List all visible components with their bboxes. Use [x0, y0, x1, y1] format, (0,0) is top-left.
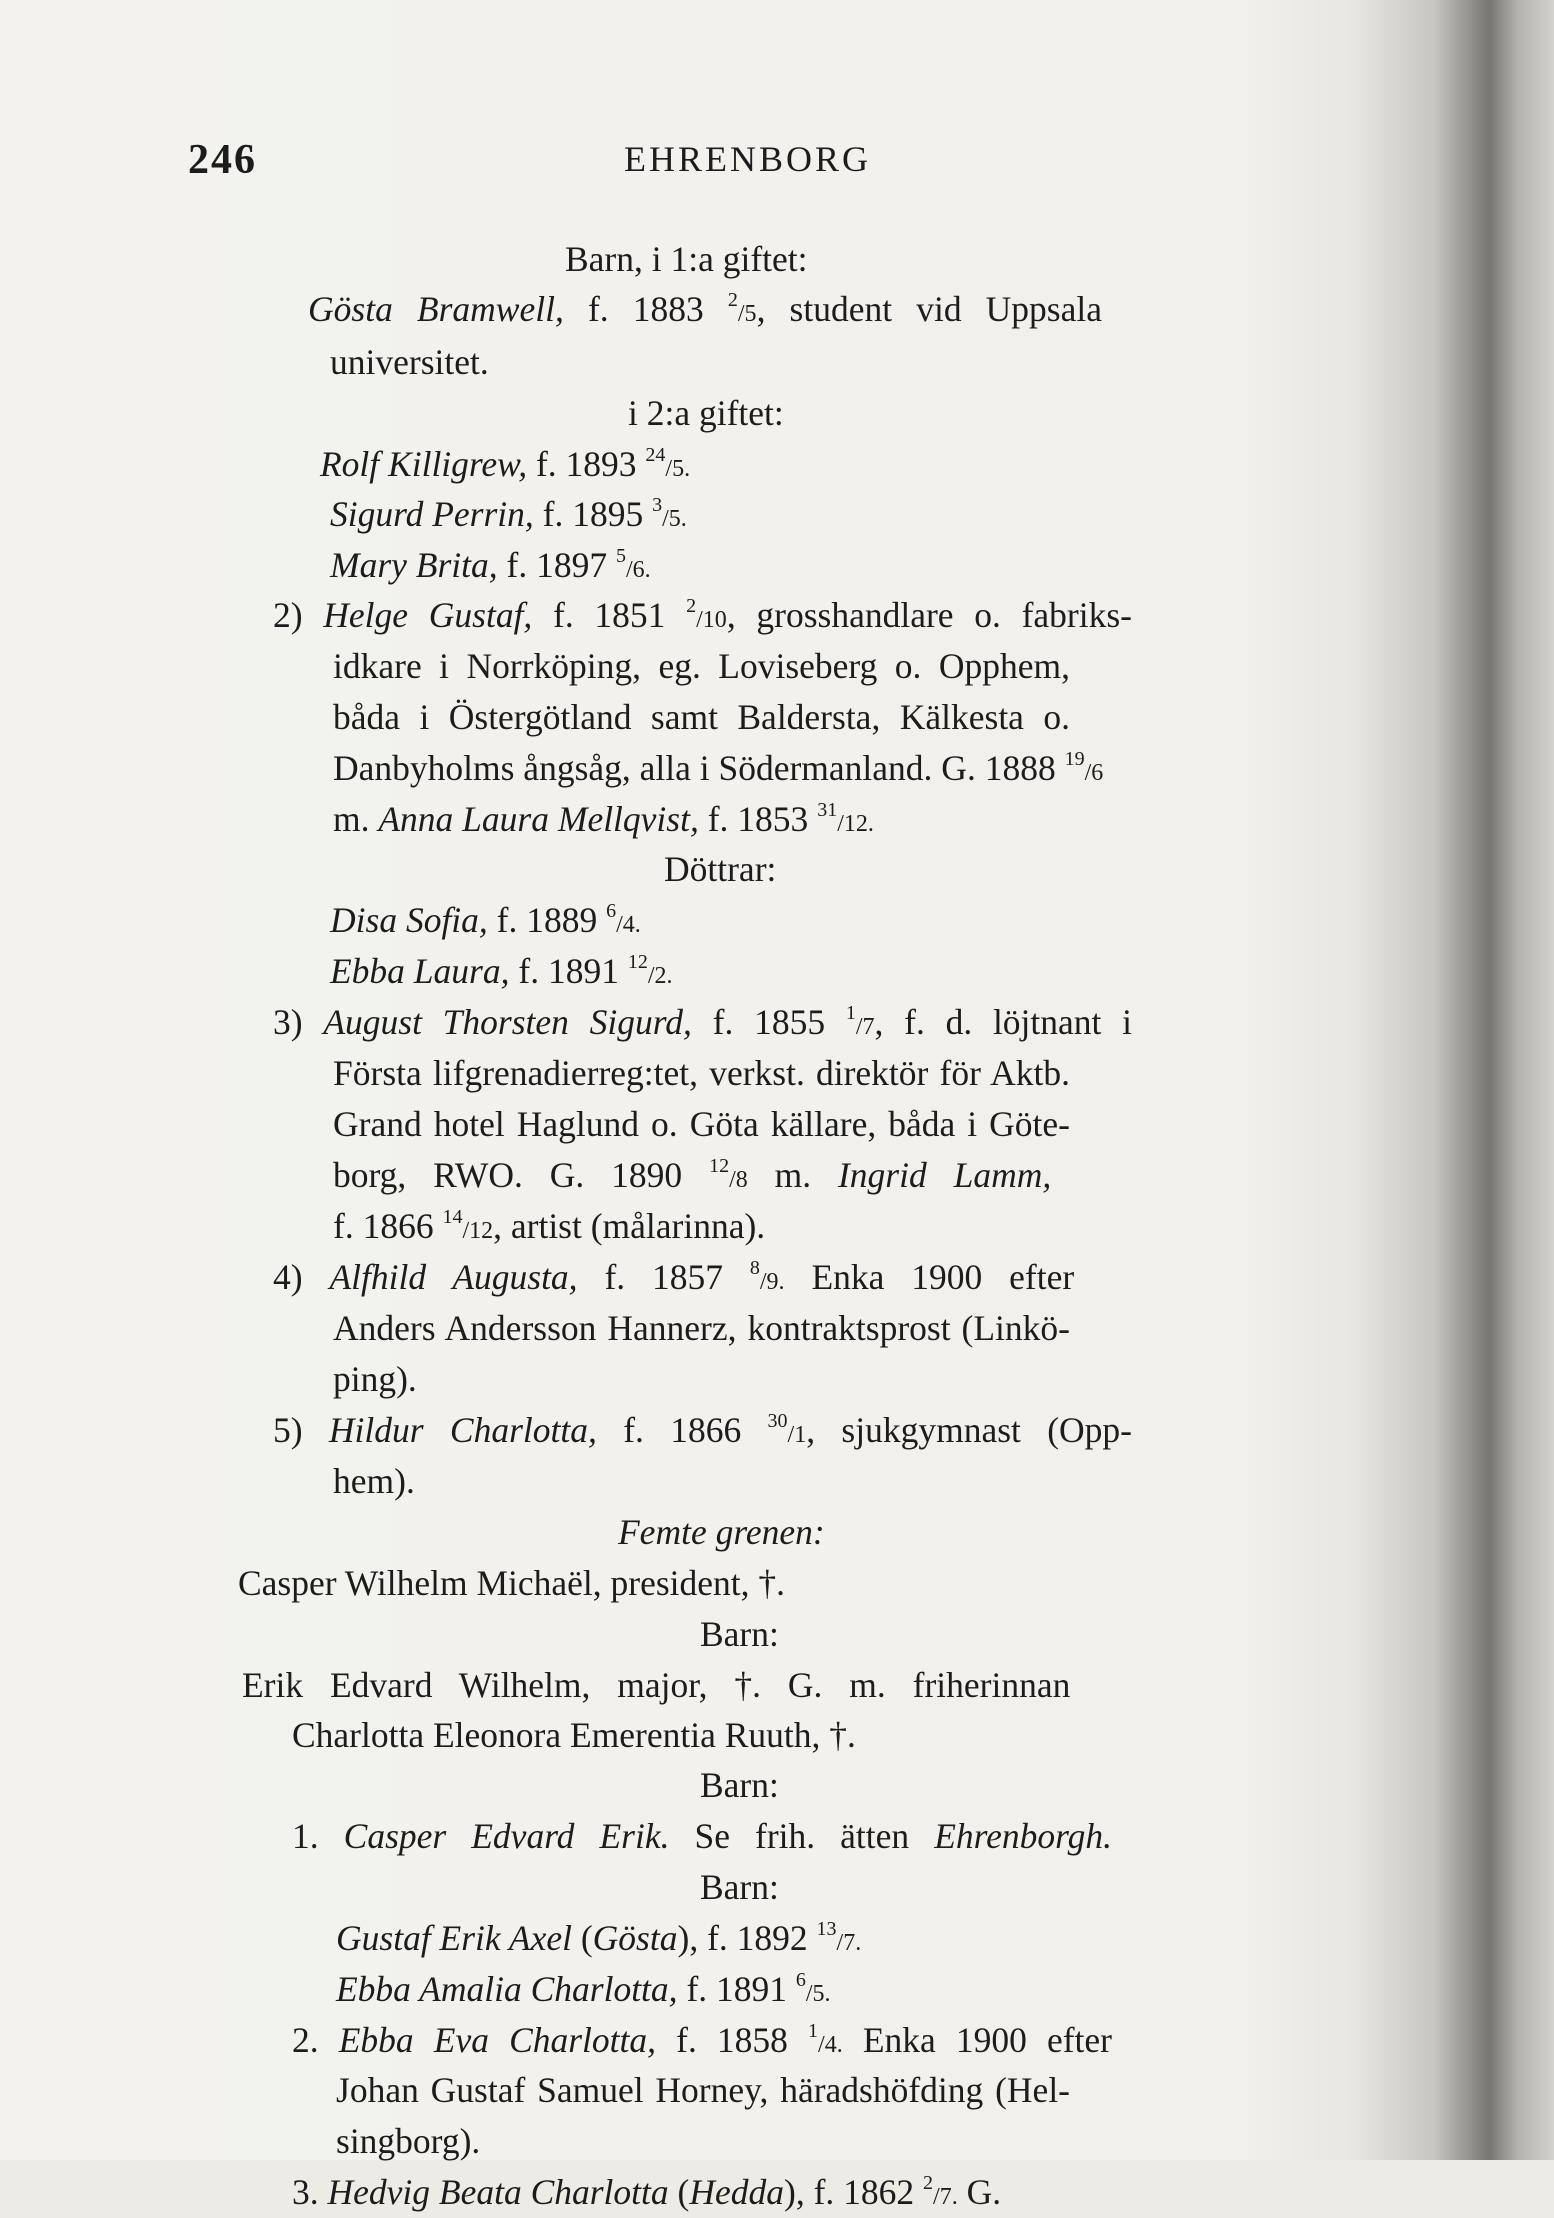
- text-run: /12: [462, 1218, 494, 1244]
- date-superscript: 24: [645, 444, 666, 466]
- text-run: Barn, i 1:a giftet:: [565, 239, 808, 279]
- text-line: [320, 443, 690, 490]
- page-number: 246: [188, 137, 257, 183]
- text-line: [242, 1664, 1070, 1706]
- italic-name: Gösta: [592, 1918, 678, 1958]
- book-spine-shadow: [1354, 0, 1554, 2160]
- text-run: 2.: [292, 2020, 339, 2060]
- text-run: Casper Wilhelm Michaël, president, †.: [238, 1563, 786, 1603]
- text-run: f. 1851: [532, 595, 687, 635]
- italic-name: Mary Brita,: [330, 545, 498, 585]
- text-run: universitet.: [330, 342, 489, 382]
- italic-name: Hedda: [689, 2172, 785, 2212]
- text-run: 2): [273, 595, 324, 635]
- text-run: f. 1855: [691, 1002, 846, 1042]
- text-line: [336, 1968, 831, 2015]
- date-superscript: 30: [767, 1410, 788, 1432]
- text-run: f. 1891: [509, 951, 628, 991]
- text-run: Enka 1900 efter: [842, 2020, 1112, 2060]
- text-run: hem).: [333, 1461, 415, 1501]
- text-run: 5): [273, 1410, 329, 1450]
- text-line: [292, 1714, 856, 1756]
- text-run: /12.: [837, 811, 874, 837]
- date-superscript: 6: [606, 900, 617, 922]
- italic-name: Gustaf Erik Axel: [336, 1918, 572, 1958]
- text-line: [330, 899, 641, 946]
- italic-name: Hildur Charlotta,: [328, 1410, 597, 1450]
- text-line: [308, 288, 1102, 335]
- text-run: f. 1866: [333, 1206, 443, 1246]
- date-superscript: 5: [615, 545, 626, 567]
- text-line: [628, 392, 784, 434]
- text-run: /5: [737, 301, 757, 327]
- text-line: [292, 2171, 1001, 2218]
- text-run: 3.: [292, 2172, 328, 2212]
- text-line: [273, 594, 1132, 641]
- text-line: [333, 747, 1103, 794]
- date-superscript: 1: [845, 1002, 856, 1024]
- text-line: [273, 1409, 1132, 1456]
- text-run: 3): [273, 1002, 324, 1042]
- text-run: Första lifgrenadierreg:tet, verkst. direktör för Aktb.: [333, 1053, 1070, 1093]
- text-run: Charlotta Eleonora Emerentia Ruuth, †.: [292, 1715, 856, 1755]
- italic-name: Hedvig Beata Charlotta: [327, 2172, 669, 2212]
- text-run: Barn:: [700, 1867, 779, 1907]
- text-run: /10: [696, 607, 727, 633]
- italic-name: Alfhild Augusta,: [329, 1257, 578, 1297]
- italic-name: Ebba Laura,: [330, 951, 510, 991]
- italic-name: Anna Laura Mellqvist,: [378, 799, 699, 839]
- italic-name: Casper Edvard Erik.: [343, 1816, 670, 1856]
- text-line: [273, 1001, 1132, 1048]
- text-run: /7.: [933, 2184, 958, 2210]
- date-superscript: 12: [627, 951, 648, 973]
- text-line: [333, 696, 1070, 738]
- text-line: [273, 1256, 1074, 1303]
- text-line: [700, 1613, 779, 1655]
- date-superscript: 8: [749, 1257, 760, 1279]
- date-superscript: 6: [795, 1969, 806, 1991]
- text-run: ), f. 1862: [784, 2172, 924, 2212]
- text-run: f. 1883: [563, 289, 728, 329]
- date-superscript: 3: [652, 494, 663, 516]
- italic-name: August Thorsten Sigurd,: [323, 1002, 692, 1042]
- text-run: f. 1895: [533, 494, 653, 534]
- text-run: , f. d. löjtnant i: [874, 1002, 1133, 1042]
- text-line: [333, 1307, 1070, 1349]
- text-run: /2.: [647, 963, 673, 989]
- text-run: Enka 1900 efter: [784, 1257, 1075, 1297]
- text-run: /5.: [662, 506, 687, 532]
- text-run: Anders Andersson Hannerz, kontraktsprost (Linkö-: [333, 1308, 1070, 1348]
- text-run: m.: [333, 799, 379, 839]
- text-line: [333, 1052, 1070, 1094]
- text-run: 1.: [292, 1816, 344, 1856]
- text-run: /1: [787, 1422, 807, 1448]
- text-line: [336, 2069, 1070, 2111]
- text-line: [700, 1866, 779, 1908]
- text-run: /9.: [759, 1269, 785, 1295]
- text-run: f. 1857: [577, 1257, 750, 1297]
- text-run: f. 1853: [698, 799, 818, 839]
- text-run: f. 1891: [677, 1969, 796, 2009]
- italic-name: Disa Sofia,: [330, 900, 488, 940]
- text-run: Barn:: [700, 1614, 779, 1654]
- text-run: /5.: [805, 1981, 831, 2007]
- text-line: [333, 1358, 417, 1400]
- date-superscript: 12: [709, 1155, 730, 1177]
- text-run: Grand hotel Haglund o. Göta källare, båda i Göte-: [333, 1104, 1070, 1144]
- text-run: /6.: [625, 557, 651, 583]
- text-line: [292, 1815, 1112, 1857]
- text-run: /7.: [836, 1930, 862, 1956]
- date-superscript: 14: [442, 1206, 463, 1228]
- italic-name: Gösta Bramwell,: [308, 289, 564, 329]
- text-run: Se frih. ätten: [669, 1816, 935, 1856]
- date-superscript: 1: [808, 2020, 819, 2042]
- date-superscript: 19: [1064, 748, 1085, 770]
- text-run: f. 1866: [596, 1410, 768, 1450]
- text-run: Barn:: [700, 1765, 779, 1805]
- text-run: Danbyholms ångsåg, alla i Södermanland. G. 1888: [333, 748, 1065, 788]
- text-run: /8: [729, 1167, 748, 1193]
- text-run: Johan Gustaf Samuel Horney, häradshöfding (Hel-: [336, 2070, 1070, 2110]
- text-run: ping).: [333, 1359, 417, 1399]
- text-run: båda i Östergötland samt Baldersta, Kälkesta o.: [333, 697, 1070, 737]
- text-run: /6: [1084, 760, 1104, 786]
- date-superscript: 13: [816, 1918, 837, 1940]
- date-superscript: 2: [727, 289, 738, 311]
- text-line: [336, 1917, 861, 1964]
- text-run: (: [668, 2172, 690, 2212]
- text-run: /4.: [616, 912, 641, 938]
- text-line: [333, 798, 874, 845]
- text-run: Döttrar:: [664, 849, 777, 889]
- italic-name: Ehrenborgh.: [934, 1816, 1113, 1856]
- text-run: f. 1897: [497, 545, 616, 585]
- text-line: [333, 645, 1070, 687]
- text-line: [700, 1764, 779, 1806]
- italic-name: Ingrid Lamm,: [837, 1155, 1052, 1195]
- text-line: [330, 544, 651, 591]
- text-run: idkare i Norrköping, eg. Loviseberg o. Opphem,: [333, 646, 1070, 686]
- text-run: f. 1893: [527, 444, 646, 484]
- italic-name: Rolf Killigrew,: [320, 444, 528, 484]
- italic-name: Ebba Amalia Charlotta,: [336, 1969, 678, 2009]
- date-superscript: 31: [817, 799, 838, 821]
- text-run: borg, RWO. G. 1890: [333, 1155, 710, 1195]
- italic-name: Helge Gustaf,: [323, 595, 533, 635]
- text-line: [333, 1460, 415, 1502]
- text-run: , grosshandlare o. fabriks-: [726, 595, 1132, 635]
- text-run: /7: [855, 1014, 875, 1040]
- text-run: f. 1858: [656, 2020, 809, 2060]
- text-run: , sjukgymnast (Opp-: [806, 1410, 1132, 1450]
- text-run: , artist (målarinna).: [493, 1206, 766, 1246]
- text-line: [238, 1562, 785, 1604]
- text-run: m.: [747, 1155, 838, 1195]
- text-run: 4): [273, 1257, 330, 1297]
- text-run: Erik Edvard Wilhelm, major, †. G. m. friherinnan: [242, 1665, 1071, 1705]
- text-run: G.: [957, 2172, 1002, 2212]
- text-line: [292, 2019, 1112, 2066]
- text-run: i 2:a giftet:: [628, 393, 784, 433]
- text-line: [330, 493, 687, 540]
- text-run: /5.: [665, 456, 691, 482]
- date-superscript: 2: [686, 595, 697, 617]
- text-line: [330, 341, 489, 383]
- text-run: /4.: [818, 2032, 843, 2058]
- text-run: , student vid Uppsala: [756, 289, 1102, 329]
- text-run: ), f. 1892: [677, 1918, 817, 1958]
- text-line: [618, 1511, 825, 1553]
- italic-name: Sigurd Perrin,: [330, 494, 534, 534]
- running-title: EHRENBORG: [624, 139, 872, 179]
- text-run: singborg).: [336, 2121, 481, 2161]
- text-run: (: [571, 1918, 593, 1958]
- text-run: f. 1889: [487, 900, 607, 940]
- text-line: [333, 1205, 765, 1252]
- text-line: [330, 950, 673, 997]
- text-line: [333, 1154, 1051, 1201]
- text-line: [565, 238, 808, 280]
- text-line: [336, 2120, 480, 2162]
- italic-name: Femte grenen:: [618, 1512, 825, 1552]
- text-line: [664, 848, 776, 890]
- date-superscript: 2: [923, 2172, 934, 2194]
- italic-name: Ebba Eva Charlotta,: [338, 2020, 657, 2060]
- text-line: [333, 1103, 1070, 1145]
